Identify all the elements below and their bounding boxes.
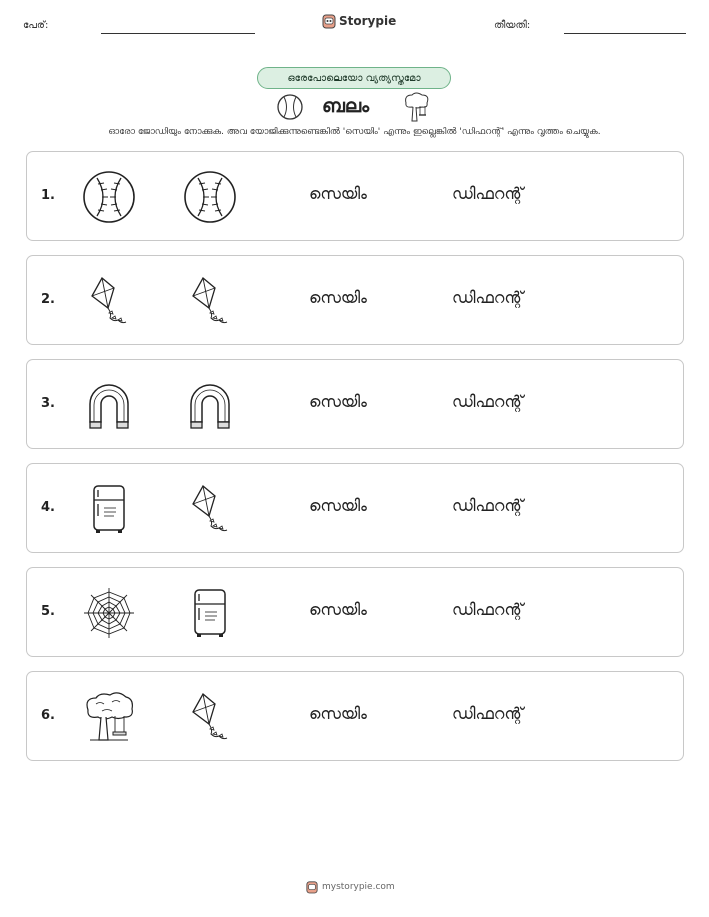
different-option[interactable]: ഡിഫറന്റ് xyxy=(452,496,524,515)
name-label: പേര്: xyxy=(23,20,49,31)
topic-word: ബലം xyxy=(322,95,370,117)
magnet-icon xyxy=(183,378,237,432)
question-number: 4. xyxy=(41,500,55,515)
storypie-mascot-icon xyxy=(306,880,318,894)
refrigerator-icon xyxy=(82,482,136,536)
question-row xyxy=(26,151,684,241)
different-option[interactable]: ഡിഫറന്റ് xyxy=(452,392,524,411)
same-option[interactable]: സെയിം xyxy=(309,392,367,411)
different-option[interactable]: ഡിഫറന്റ് xyxy=(452,600,524,619)
baseball-icon xyxy=(183,170,237,224)
question-number: 2. xyxy=(41,292,55,307)
date-field[interactable] xyxy=(564,33,686,34)
name-field[interactable] xyxy=(101,33,255,34)
worksheet-title-pill: ഒരേപോലെയോ വ്യത്യസ്തമോ xyxy=(257,67,451,89)
question-number: 3. xyxy=(41,396,55,411)
brand-logo xyxy=(322,13,396,29)
tree-swing-icon xyxy=(400,91,432,123)
same-option[interactable]: സെയിം xyxy=(309,288,367,307)
same-option[interactable]: സെയിം xyxy=(309,184,367,203)
kite-icon xyxy=(183,690,237,744)
question-number: 1. xyxy=(41,188,55,203)
same-option[interactable]: സെയിം xyxy=(309,704,367,723)
question-row xyxy=(26,463,684,553)
same-option[interactable]: സെയിം xyxy=(309,496,367,515)
kite-icon xyxy=(183,274,237,328)
question-row xyxy=(26,567,684,657)
baseball-icon xyxy=(82,170,136,224)
question-row xyxy=(26,359,684,449)
baseball-icon xyxy=(276,93,304,121)
footer-url[interactable]: mystorypie.com xyxy=(322,882,395,892)
kite-icon xyxy=(183,482,237,536)
question-number: 5. xyxy=(41,604,55,619)
topic-heading xyxy=(270,92,440,122)
different-option[interactable]: ഡിഫറന്റ് xyxy=(452,704,524,723)
question-row xyxy=(26,671,684,761)
different-option[interactable]: ഡിഫറന്റ് xyxy=(452,288,524,307)
question-row xyxy=(26,255,684,345)
magnet-icon xyxy=(82,378,136,432)
question-number: 6. xyxy=(41,708,55,723)
date-label: തീയതി: xyxy=(494,20,531,31)
footer xyxy=(306,880,395,894)
brand-name: Storypie xyxy=(339,14,397,28)
kite-icon xyxy=(82,274,136,328)
tree-swing-icon xyxy=(82,690,136,744)
instructions: ഓരോ ജോഡിയും നോക്കുക. അവ യോജിക്കുന്നുണ്ടെങ്കിൽ 'സെയിം' എന്നും ഇല്ലെങ്കിൽ 'ഡിഫറന്റ്' എന്നും വൃത്തം ചെയ്യുക. xyxy=(108,127,601,137)
different-option[interactable]: ഡിഫറന്റ് xyxy=(452,184,524,203)
spider-web-icon xyxy=(82,586,136,640)
refrigerator-icon xyxy=(183,586,237,640)
storypie-mascot-icon xyxy=(322,13,336,29)
same-option[interactable]: സെയിം xyxy=(309,600,367,619)
